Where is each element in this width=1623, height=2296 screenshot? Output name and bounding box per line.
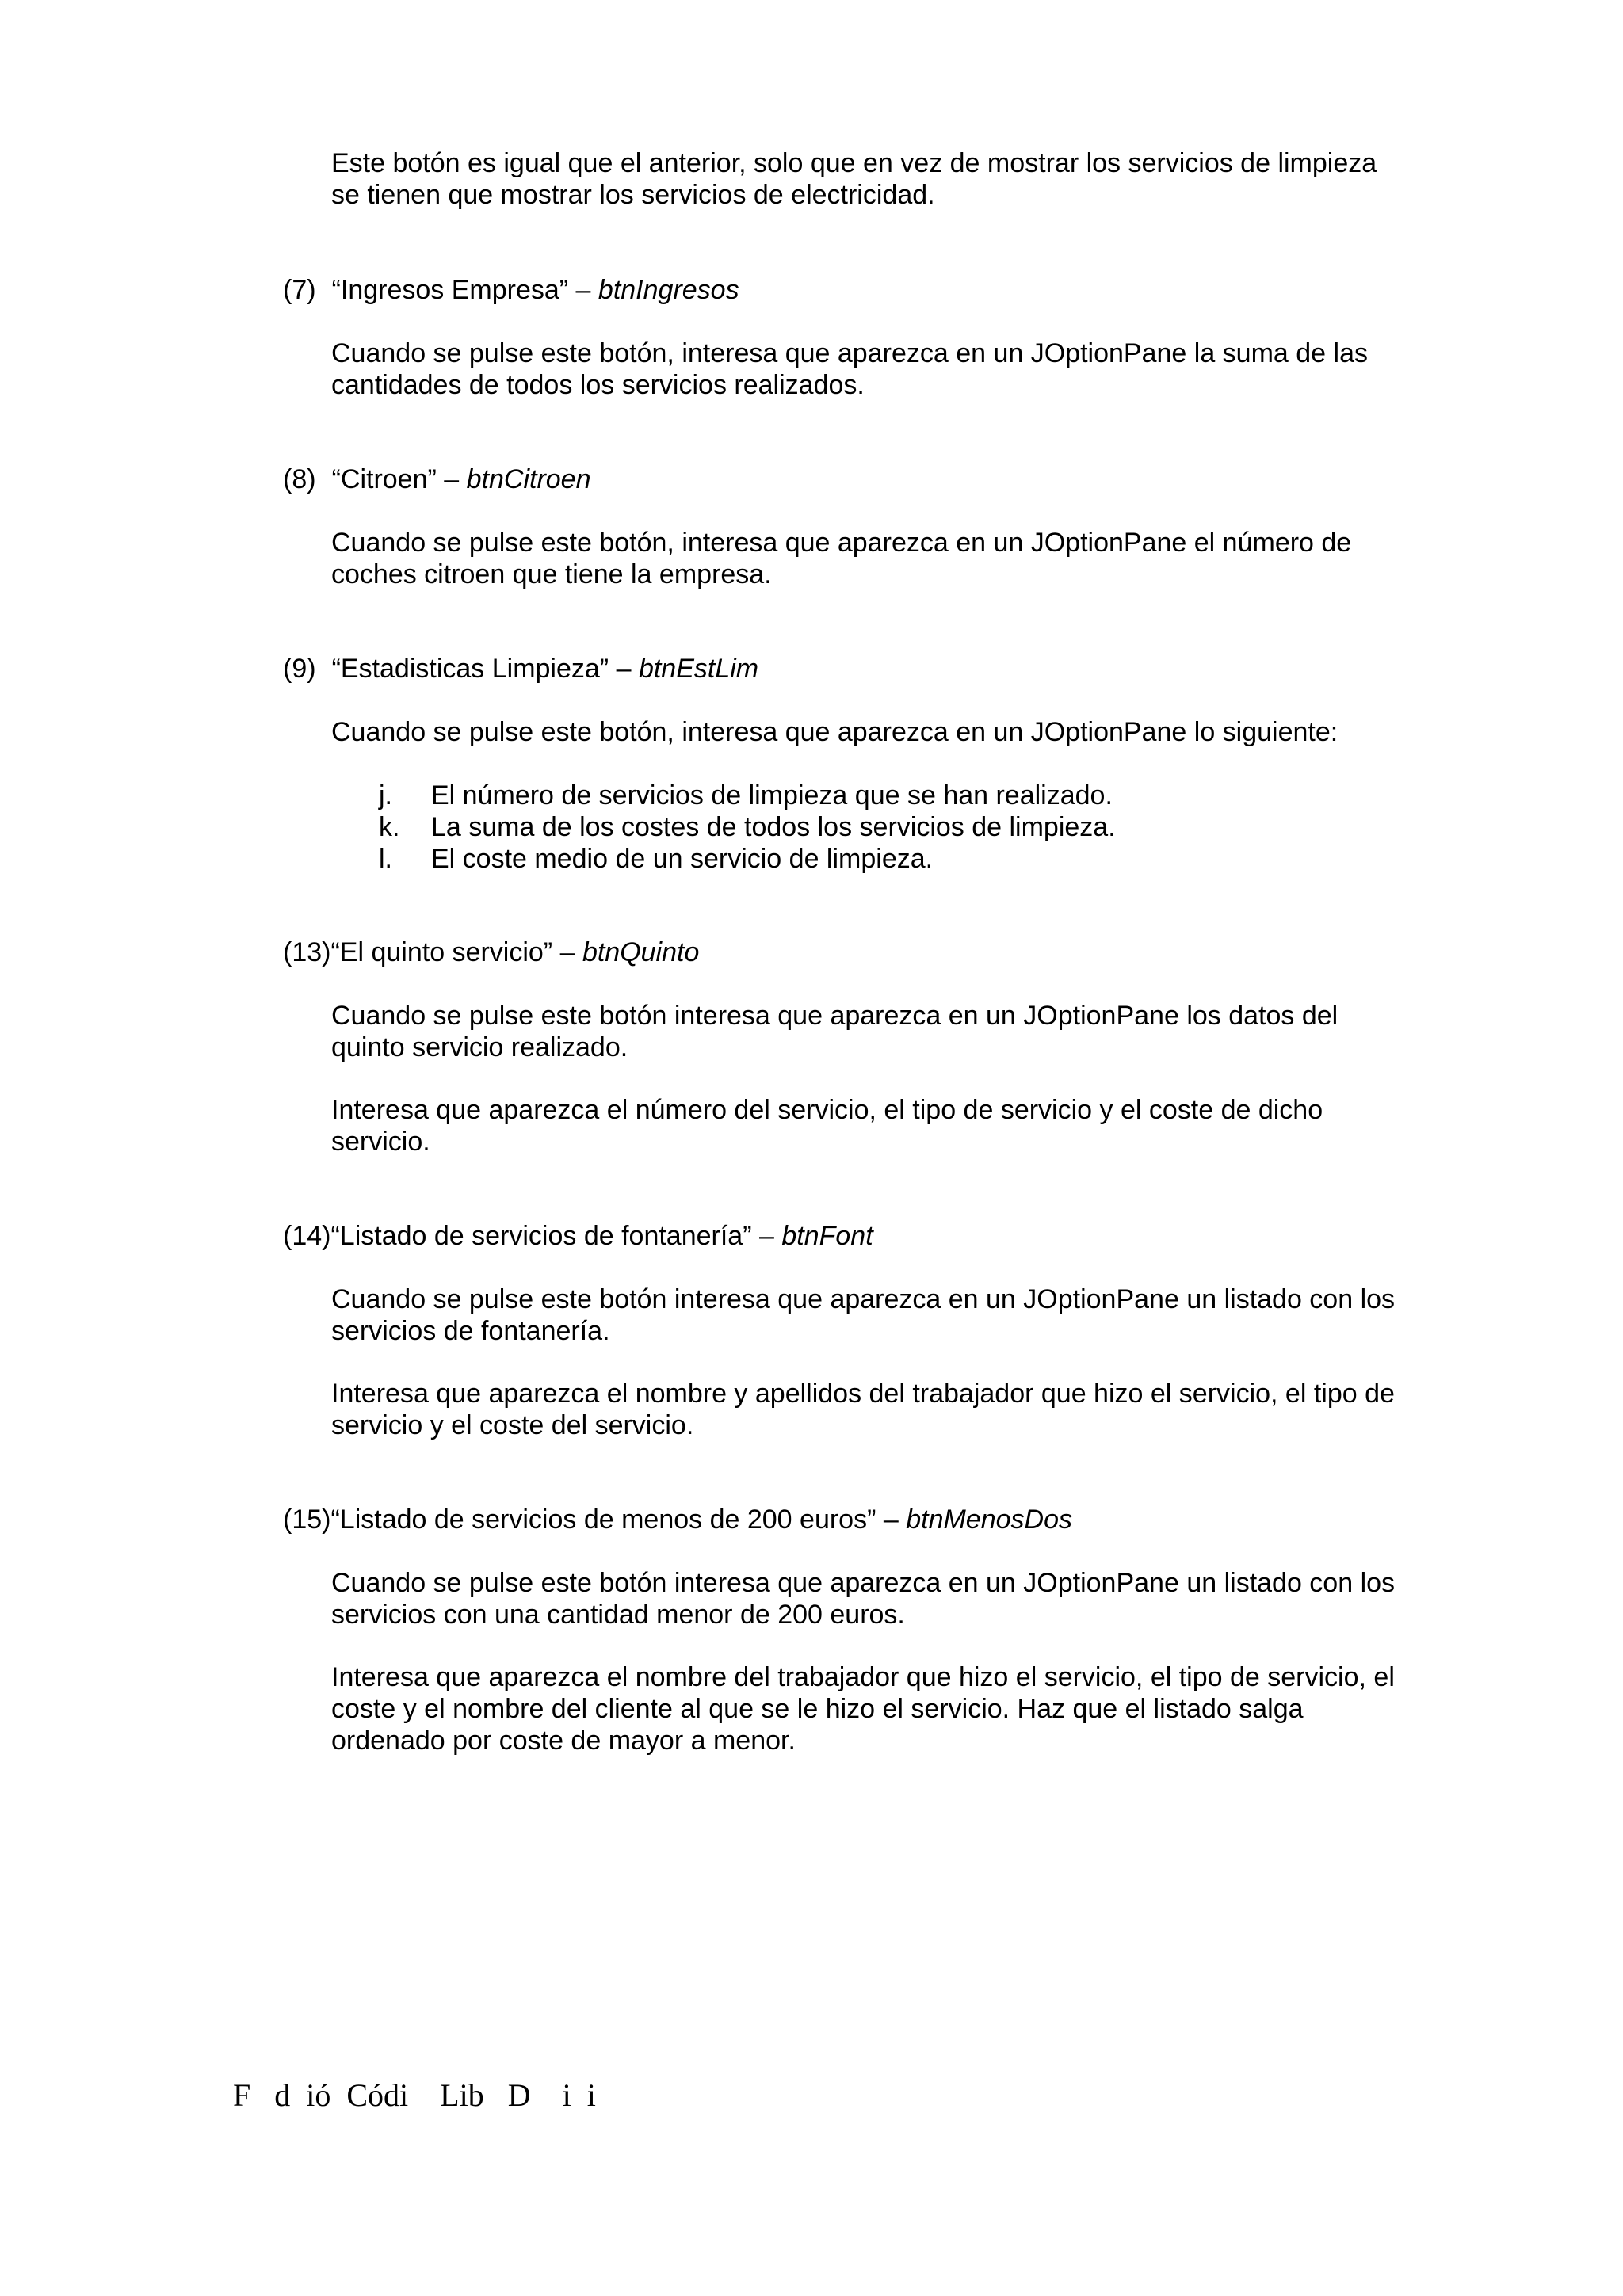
list-item: [379, 843, 1409, 875]
section-14-heading: [283, 1220, 1392, 1252]
list-marker: l.: [379, 844, 392, 874]
section-code: btnQuinto: [582, 937, 700, 967]
section-7-paragraph: Cuando se pulse este botón, interesa que aparezca en un JOptionPane la suma de las cantidades de todos los servicios realizados.: [331, 338, 1368, 400]
section-title: “Citroen” –: [331, 464, 467, 494]
section-9-list: [379, 780, 1409, 875]
section-13-paragraph-2: Interesa que aparezca el número del servicio, el tipo de servicio y el coste de dicho servicio.: [331, 1095, 1323, 1157]
section-number: (9): [283, 654, 316, 684]
section-15-paragraph-2: Interesa que aparezca el nombre del trabajador que hizo el servicio, el tipo de servicio, el coste y el nombre del cliente al que se le hizo el servicio. Haz que el listado salga ordenado por coste de mayor a menor.: [331, 1662, 1395, 1756]
section-code: btnCitroen: [466, 464, 591, 494]
list-marker: k.: [379, 812, 400, 842]
list-item-text: El número de servicios de limpieza que se han realizado.: [431, 780, 1113, 810]
section-number: (8): [283, 464, 316, 494]
section-title: “Ingresos Empresa” –: [331, 275, 598, 305]
section-title: “El quinto servicio” –: [330, 937, 582, 967]
section-15-heading: [283, 1504, 1392, 1535]
list-item-text: La suma de los costes de todos los servicios de limpieza.: [431, 812, 1116, 842]
section-13-paragraph-1: Cuando se pulse este botón interesa que aparezca en un JOptionPane los datos del quinto servicio realizado.: [331, 1001, 1338, 1062]
section-number: (13): [283, 937, 331, 967]
intro-paragraph: Este botón es igual que el anterior, solo que en vez de mostrar los servicios de limpieza se tienen que mostrar los servicios de electricidad.: [331, 148, 1377, 210]
section-14-paragraph-1: Cuando se pulse este botón interesa que aparezca en un JOptionPane un listado con los servicios de fontanería.: [331, 1284, 1396, 1346]
section-15-paragraph-1: Cuando se pulse este botón interesa que aparezca en un JOptionPane un listado con los servicios con una cantidad menor de 200 euros.: [331, 1568, 1396, 1630]
section-code: btnEstLim: [638, 654, 759, 684]
section-8-paragraph: Cuando se pulse este botón, interesa que aparezca en un JOptionPane el número de coches citroen que tiene la empresa.: [331, 528, 1352, 589]
page-footer: F d ió Códi Lib D i i: [233, 2077, 596, 2113]
section-13-heading: [283, 936, 1392, 968]
section-title: “Listado de servicios de menos de 200 euros” –: [330, 1505, 907, 1535]
section-code: btnFont: [781, 1221, 873, 1251]
list-item-text: El coste medio de un servicio de limpieza.: [431, 844, 934, 874]
section-code: btnIngresos: [598, 275, 739, 305]
section-code: btnMenosDos: [906, 1505, 1072, 1535]
section-9-paragraph: Cuando se pulse este botón, interesa que aparezca en un JOptionPane lo siguiente:: [331, 717, 1338, 747]
section-number: (15): [283, 1505, 331, 1535]
section-title: “Estadisticas Limpieza” –: [331, 654, 639, 684]
section-8-heading: [283, 463, 1392, 495]
section-title: “Listado de servicios de fontanería” –: [330, 1221, 782, 1251]
list-item: [379, 780, 1409, 811]
list-marker: j.: [379, 780, 392, 810]
section-14-paragraph-2: Interesa que aparezca el nombre y apellidos del trabajador que hizo el servicio, el tipo de servicio y el coste del servicio.: [331, 1379, 1395, 1440]
section-7-heading: [283, 274, 1392, 306]
section-number: (14): [283, 1221, 331, 1251]
section-number: (7): [283, 275, 316, 305]
list-item: [379, 811, 1409, 843]
section-9-heading: [283, 653, 1392, 685]
